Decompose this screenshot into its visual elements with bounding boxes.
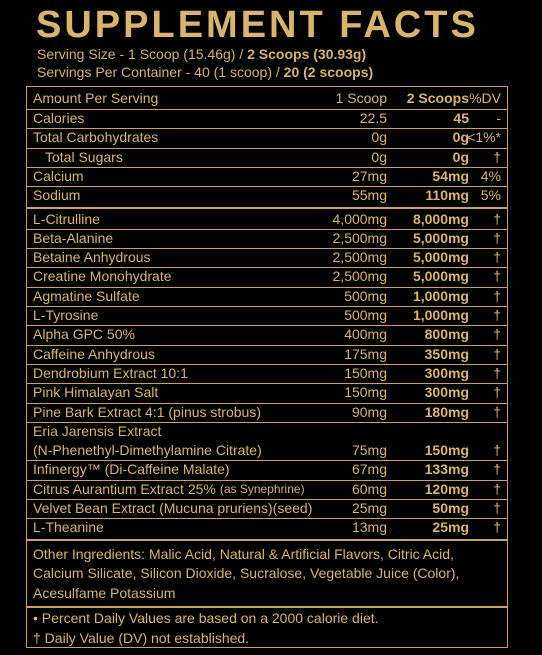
table-row [27,441,507,460]
amount-2-scoops: 150mg [424,442,469,459]
amount-1-scoop: 90mg [351,403,387,420]
table-row [27,248,507,267]
divider [27,539,507,541]
amount-1-scoop: 13mg [351,519,387,536]
amount-2-scoops: 800mg [424,326,469,343]
servings-per-container [37,64,373,80]
table-row [27,167,507,186]
ingredient-name: Pink Himalayan Salt [33,384,159,401]
ingredient-name: L-Theanine [33,519,104,536]
ingredient-name: Dendrobium Extract 10:1 [33,364,188,381]
amount-2-scoops: 133mg [424,461,469,478]
daily-value: † [493,480,501,497]
other-ingredients: Other Ingredients: Malic Acid, Natural & Artificial Flavors, Citric Acid, Calcium Silicate, Silicon Dioxide, Sucralose, Vegetable Juice (Color), Acesulfame Potassium [33,545,460,601]
daily-value: † [493,403,501,420]
amount-1-scoop: 60mg [351,480,387,497]
daily-value: † [493,287,501,304]
amount-2-scoops: 0g [452,148,469,165]
amount-1-scoop: 0g [371,148,387,165]
supplement-facts-panel [26,0,510,652]
table-row [27,109,507,128]
table-row [27,325,507,344]
ingredient-name: Betaine Anhydrous [33,249,151,266]
ingredient-name: (N-Phenethyl-Dimethylamine Citrate) [33,442,262,459]
amount-1-scoop: 150mg [344,364,387,381]
ingredient-name: Alpha GPC 50% [33,326,135,343]
amount-1-scoop: 2,500mg [332,268,387,285]
amount-2-scoops: 300mg [424,384,469,401]
amount-2-scoops: 300mg [424,364,469,381]
ingredient-name: Citrus Aurantium Extract 25% [33,480,216,497]
amount-1-scoop: 0g [371,129,387,146]
ingredient-name: Eria Jarensis Extract [33,422,162,439]
amount-2-scoops: 1,000mg [412,307,469,323]
serving-size-text: Serving Size - 1 Scoop (15.46g) / [37,46,248,62]
amount-2-scoops: 54mg [432,167,469,184]
footnote: • Percent Daily Values are based on a 2000 calorie diet. [33,610,379,627]
daily-value: † [493,500,501,516]
ingredient-name: Velvet Bean Extract (Mucuna pruriens)(seed) [33,500,313,516]
ingredient-name: Total Sugars [45,148,123,165]
panel-title: SUPPLEMENT FACTS [36,4,479,46]
amount-1-scoop: 67mg [351,461,387,478]
amount-2-scoops: 25mg [432,519,469,536]
amount-2-scoops: 50mg [432,500,469,516]
table-row [27,345,507,364]
daily-value: † [493,307,501,323]
ingredient-name: Creatine Monohydrate [33,268,172,285]
amount-1-scoop: 4,000mg [332,210,387,227]
amount-2-scoops: 180mg [424,403,469,420]
amount-1-scoop: 55mg [351,187,387,204]
table-row [27,403,507,422]
table-row [27,306,507,325]
ingredient-name: Beta-Alanine [33,229,114,246]
daily-value: † [493,461,501,478]
divider [27,606,507,608]
ingredient-name: Pine Bark Extract 4:1 (pinus strobus) [33,403,261,420]
servings-per-container-text: Servings Per Container - 40 (1 scoop) / [37,64,284,80]
amount-2-scoops: 5,000mg [412,268,469,285]
ingredient-name: Calories [33,110,85,126]
daily-value: † [493,345,501,362]
amount-1-scoop: 150mg [344,384,387,401]
amount-1-scoop: 25mg [351,500,387,516]
facts-table [26,86,508,648]
table-row [27,186,507,205]
daily-value: † [493,364,501,381]
amount-2-scoops: 0g [452,129,469,146]
table-row [27,518,507,537]
table-row [27,128,507,147]
header-amount: Amount Per Serving [33,90,159,106]
amount-2-scoops: 5,000mg [412,249,469,266]
table-row [27,210,507,229]
daily-value: † [493,268,501,285]
ingredient-name: Calcium [33,167,84,184]
table-row [27,148,507,167]
daily-value: † [493,229,501,246]
ingredient-note: (as Synephrine) [219,481,305,496]
daily-value: † [493,148,501,165]
amount-2-scoops: 45 [453,110,469,126]
serving-size [37,46,366,62]
ingredient-name: Infinergy™ (Di-Caffeine Malate) [33,461,230,478]
footnote: † Daily Value (DV) not established. [33,630,250,647]
header-dv: %DV [469,90,501,106]
table-row [27,383,507,402]
amount-1-scoop: 27mg [351,167,387,184]
daily-value: † [493,326,501,343]
daily-value: 4% [480,167,501,184]
table-row [27,480,507,499]
header-row [27,89,507,108]
daily-value: - [496,110,501,126]
ingredient-name: Total Carbohydrates [33,129,159,146]
amount-2-scoops: 350mg [424,345,469,362]
table-row [27,267,507,286]
amount-1-scoop: 22.5 [359,110,387,126]
amount-1-scoop: 75mg [351,442,387,459]
daily-value: † [493,442,501,459]
table-row [27,460,507,479]
header-col1: 1 Scoop [335,90,387,106]
daily-value: 5% [480,187,501,204]
amount-1-scoop: 175mg [344,345,387,362]
amount-2-scoops: 5,000mg [412,229,469,246]
amount-2-scoops: 8,000mg [412,210,469,227]
daily-value: <1%* [467,129,501,146]
table-row [27,287,507,306]
table-row [27,499,507,518]
serving-size-bold: 2 Scoops (30.93g) [247,46,367,62]
amount-1-scoop: 500mg [344,287,387,304]
amount-1-scoop: 500mg [344,307,387,323]
servings-per-container-bold: 20 (2 scoops) [283,64,374,80]
amount-2-scoops: 120mg [424,480,469,497]
ingredient-name: Sodium [33,187,81,204]
daily-value: † [493,249,501,266]
amount-1-scoop: 2,500mg [332,229,387,246]
table-row [27,364,507,383]
ingredient-name: L-Tyrosine [33,307,99,323]
header-col2: 2 Scoops [406,90,469,106]
amount-1-scoop: 2,500mg [332,249,387,266]
divider [27,207,507,209]
amount-2-scoops: 1,000mg [412,287,469,304]
amount-2-scoops: 110mg [425,187,469,204]
amount-1-scoop: 400mg [344,326,387,343]
daily-value: † [493,519,501,536]
table-row [27,229,507,248]
ingredient-name: Agmatine Sulfate [33,287,140,304]
ingredient-name: Caffeine Anhydrous [33,345,155,362]
ingredient-name: L-Citrulline [33,210,100,227]
daily-value: † [493,210,501,227]
daily-value: † [493,384,501,401]
table-row [27,422,507,441]
